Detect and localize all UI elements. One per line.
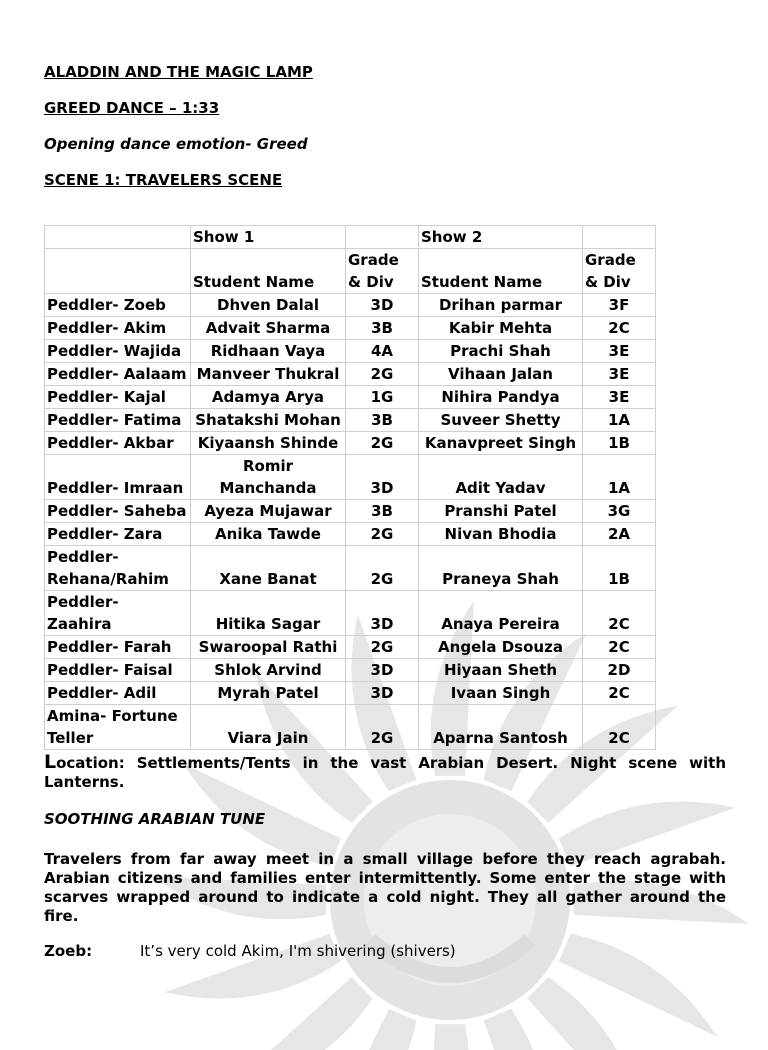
table-cell: 1B	[583, 546, 656, 591]
table-cell: Show 2	[419, 226, 583, 249]
table-cell: 2G	[346, 636, 419, 659]
table-row	[45, 523, 656, 546]
location-paragraph	[44, 753, 726, 792]
table-row	[45, 659, 656, 682]
table-cell: Advait Sharma	[191, 317, 346, 340]
table-cell: Prachi Shah	[419, 340, 583, 363]
table-cell: 3D	[346, 659, 419, 682]
table-cell: Myrah Patel	[191, 682, 346, 705]
table-cell: Angela Dsouza	[419, 636, 583, 659]
table-cell: Peddler- Akim	[45, 317, 191, 340]
table-cell: 2G	[346, 363, 419, 386]
table-cell: Vihaan Jalan	[419, 363, 583, 386]
table-cell: Peddler- Akbar	[45, 432, 191, 455]
table-cell: Ivaan Singh	[419, 682, 583, 705]
speaker-name: Zoeb:	[44, 942, 93, 960]
table-cell: Peddler- Faisal	[45, 659, 191, 682]
dance-heading: GREED DANCE – 1:33	[44, 99, 220, 117]
table-cell: Grade & Div	[346, 249, 419, 294]
table-header-row	[45, 249, 656, 294]
table-cell: Peddler- Saheba	[45, 500, 191, 523]
document-title: ALADDIN AND THE MAGIC LAMP	[44, 63, 313, 81]
table-cell: 3E	[583, 340, 656, 363]
table-cell: Pranshi Patel	[419, 500, 583, 523]
table-cell: Drihan parmar	[419, 294, 583, 317]
table-cell: 2C	[583, 591, 656, 636]
table-cell: 3G	[583, 500, 656, 523]
table-cell: Hitika Sagar	[191, 591, 346, 636]
table-cell: Kabir Mehta	[419, 317, 583, 340]
table-row	[45, 455, 656, 500]
table-row	[45, 546, 656, 591]
table-cell: Ayeza Mujawar	[191, 500, 346, 523]
sun-ray	[484, 1009, 549, 1050]
table-cell: Shatakshi Mohan	[191, 409, 346, 432]
table-cell: Peddler- Fatima	[45, 409, 191, 432]
table-cell: Romir Manchanda	[191, 455, 346, 500]
table-cell: 3B	[346, 317, 419, 340]
table-header-row	[45, 226, 656, 249]
table-cell: Adit Yadav	[419, 455, 583, 500]
sun-ray	[426, 1024, 469, 1050]
table-row	[45, 636, 656, 659]
table-cell: Shlok Arvind	[191, 659, 346, 682]
table-cell: 3F	[583, 294, 656, 317]
cast-table	[44, 225, 656, 750]
music-cue: SOOTHING ARABIAN TUNE	[44, 810, 266, 828]
table-cell: 3B	[346, 409, 419, 432]
table-cell: Kanavpreet Singh	[419, 432, 583, 455]
table-cell: Swaroopal Rathi	[191, 636, 346, 659]
table-row	[45, 432, 656, 455]
scene-description: Travelers from far away meet in a small village before they reach agrabah. Arabian citizens and families enter intermittently. Some enter the stage with scarves wrapped around to indicate a cold night. They all gather around the fire.	[44, 850, 726, 925]
table-row	[45, 409, 656, 432]
scene-heading: SCENE 1: TRAVELERS SCENE	[44, 171, 283, 189]
table-cell: Peddler- Adil	[45, 682, 191, 705]
table-cell: 2D	[583, 659, 656, 682]
table-cell: 2G	[346, 546, 419, 591]
table-cell: 2C	[583, 682, 656, 705]
dialogue-text: It’s very cold Akim, I'm shivering (shivers)	[140, 942, 456, 960]
table-row	[45, 386, 656, 409]
table-row	[45, 363, 656, 386]
table-cell: Peddler- Zaahira	[45, 591, 191, 636]
table-cell: 2G	[346, 432, 419, 455]
table-cell: 3E	[583, 386, 656, 409]
table-cell: 1A	[583, 409, 656, 432]
table-row	[45, 340, 656, 363]
table-cell: Adamya Arya	[191, 386, 346, 409]
table-cell: Aparna Santosh	[419, 705, 583, 750]
table-cell: 2C	[583, 636, 656, 659]
table-cell: 2A	[583, 523, 656, 546]
table-cell	[583, 226, 656, 249]
table-cell: Praneya Shah	[419, 546, 583, 591]
table-cell: Nivan Bhodia	[419, 523, 583, 546]
table-cell: 2G	[346, 523, 419, 546]
table-cell: Viara Jain	[191, 705, 346, 750]
table-row	[45, 682, 656, 705]
table-cell: Dhven Dalal	[191, 294, 346, 317]
table-cell: 3D	[346, 682, 419, 705]
table-cell: Nihira Pandya	[419, 386, 583, 409]
dialogue-line	[44, 942, 456, 960]
table-cell: Peddler- Zara	[45, 523, 191, 546]
table-cell: Anika Tawde	[191, 523, 346, 546]
table-cell	[346, 226, 419, 249]
location-text: Settlements/Tents in the vast Arabian Desert. Night scene with Lanterns.	[44, 754, 726, 791]
table-cell: 3E	[583, 363, 656, 386]
table-cell: 3D	[346, 294, 419, 317]
table-cell: Anaya Pereira	[419, 591, 583, 636]
table-row	[45, 500, 656, 523]
table-cell: Student Name	[419, 249, 583, 294]
table-cell: Xane Banat	[191, 546, 346, 591]
table-cell: 3B	[346, 500, 419, 523]
table-row	[45, 317, 656, 340]
table-cell	[45, 226, 191, 249]
table-cell: Peddler- Imraan	[45, 455, 191, 500]
table-cell: Student Name	[191, 249, 346, 294]
table-cell: 4A	[346, 340, 419, 363]
table-cell: Peddler- Kajal	[45, 386, 191, 409]
table-cell: 2G	[346, 705, 419, 750]
table-cell: Amina- Fortune Teller	[45, 705, 191, 750]
table-cell: Kiyaansh Shinde	[191, 432, 346, 455]
table-cell: Show 1	[191, 226, 346, 249]
location-initial: L	[44, 751, 57, 773]
table-row	[45, 294, 656, 317]
table-row	[45, 705, 656, 750]
opening-emotion: Opening dance emotion- Greed	[44, 135, 308, 153]
location-label: ocation:	[56, 754, 125, 772]
table-cell: Peddler- Aalaam	[45, 363, 191, 386]
table-cell: 1A	[583, 455, 656, 500]
table-cell: 1B	[583, 432, 656, 455]
table-cell: 1G	[346, 386, 419, 409]
table-cell	[45, 249, 191, 294]
table-cell: 2C	[583, 317, 656, 340]
table-cell: Grade & Div	[583, 249, 656, 294]
table-cell: Manveer Thukral	[191, 363, 346, 386]
table-cell: 3D	[346, 591, 419, 636]
table-cell: Ridhaan Vaya	[191, 340, 346, 363]
table-cell: Hiyaan Sheth	[419, 659, 583, 682]
table-row	[45, 591, 656, 636]
table-cell: Suveer Shetty	[419, 409, 583, 432]
table-cell: 2C	[583, 705, 656, 750]
table-cell: 3D	[346, 455, 419, 500]
table-cell: Peddler- Zoeb	[45, 294, 191, 317]
table-cell: Peddler- Farah	[45, 636, 191, 659]
table-cell: Peddler- Wajida	[45, 340, 191, 363]
table-cell: Peddler- Rehana/Rahim	[45, 546, 191, 591]
